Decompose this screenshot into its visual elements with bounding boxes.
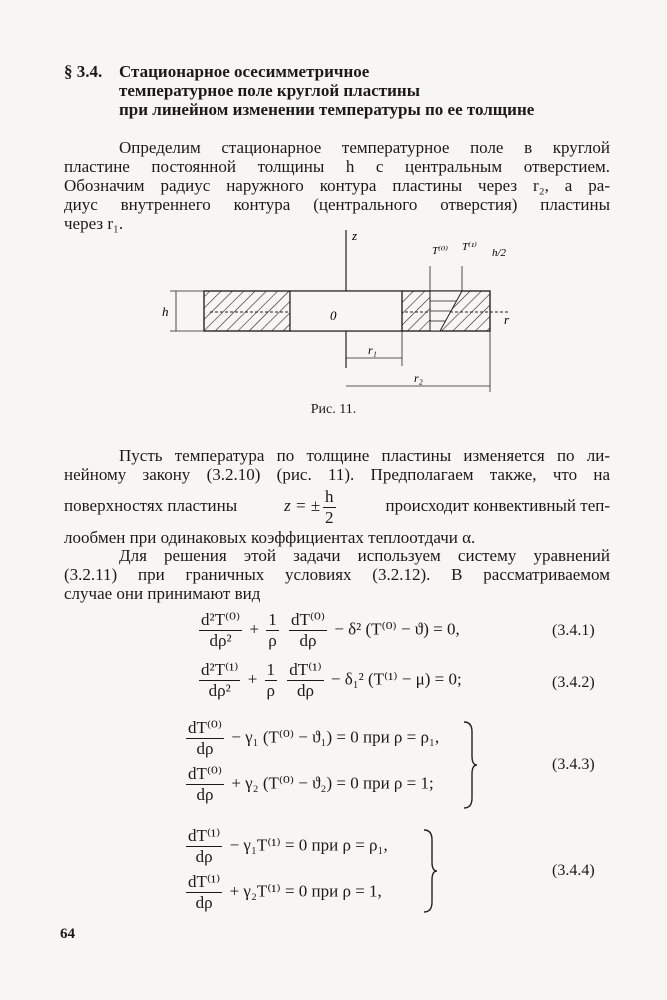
equation-3-4-1 <box>196 610 460 651</box>
equation-rest: − γ₁ (T⁽⁰⁾ − ϑ₁) = 0 при ρ = ρ₁, <box>231 727 440 747</box>
denominator: ρ <box>266 681 276 700</box>
equation-3-4-3b <box>183 764 434 805</box>
denominator: ρ <box>268 631 277 650</box>
equation-rest: − δ² (T⁽⁰⁾ − ϑ) = 0, <box>334 619 460 639</box>
denominator: dρ <box>196 785 214 804</box>
text-line: Для решения этой задачи используем систему уравнений <box>119 546 610 565</box>
inline-formula <box>284 484 338 528</box>
label-t0: T⁽⁰⁾ <box>432 245 448 257</box>
numerator: dT⁽¹⁾ <box>188 826 221 845</box>
paragraph-system <box>64 546 610 603</box>
paragraph-temperature <box>64 446 610 547</box>
numerator: dT⁽¹⁾ <box>188 872 221 891</box>
text-line: (3.2.11) при граничных условиях (3.2.12). В рассматриваемом <box>64 565 610 584</box>
label-z: z <box>352 228 358 243</box>
equation-rest: + γ₂T⁽¹⁾ = 0 при ρ = 1, <box>229 881 382 901</box>
equation-3-4-4b <box>183 872 382 913</box>
numerator: h <box>325 486 334 506</box>
text-line-with-fraction <box>64 484 610 528</box>
text-line: лообмен при одинаковых коэффициентах теплоотдачи α. <box>64 528 476 547</box>
equation-rest: − γ₁T⁽¹⁾ = 0 при ρ = ρ₁, <box>229 835 388 855</box>
text-fragment: поверхностях пластины <box>64 496 238 515</box>
numerator: 1 <box>268 610 277 629</box>
text-line: через r₁. <box>64 214 124 233</box>
text-fragment: происходит конвективный теп- <box>385 496 610 515</box>
equation-rest: − δ₁² (T⁽¹⁾ − μ) = 0; <box>330 669 462 689</box>
figure-caption: Рис. 11. <box>310 402 357 417</box>
formula-z: z = ± <box>284 496 321 515</box>
label-t1: T⁽¹⁾ <box>462 241 477 253</box>
numerator: 1 <box>266 660 276 679</box>
plate-left-section <box>204 291 290 331</box>
text-line: случае они принимают вид <box>64 584 261 603</box>
denominator: 2 <box>325 507 334 527</box>
operator: + <box>247 669 258 689</box>
equation-3-4-2 <box>196 660 462 701</box>
fraction <box>323 487 336 528</box>
denominator: dρ <box>196 739 214 758</box>
denominator: dρ² <box>208 681 231 700</box>
denominator: dρ <box>296 681 314 700</box>
equation-3-4-4a <box>183 826 388 867</box>
equation-number: (3.4.4) <box>552 862 595 879</box>
label-h: h <box>162 304 169 319</box>
numerator: dT⁽¹⁾ <box>289 660 322 679</box>
text-line: нейному закону (3.2.10) (рис. 11). Предполагаем также, что на <box>64 465 610 484</box>
right-brace-3-4-3 <box>462 720 478 810</box>
right-brace-3-4-4 <box>422 828 438 914</box>
text-line: Пусть температура по толщине пластины изменяется по ли- <box>119 446 610 465</box>
paragraph-intro <box>64 138 610 233</box>
central-hole <box>290 291 402 331</box>
numerator: dT⁽⁰⁾ <box>291 610 326 629</box>
numerator: d²T⁽⁰⁾ <box>201 610 241 629</box>
title-line-2: температурное поле круглой пластины <box>119 81 420 100</box>
equation-number: (3.4.2) <box>552 674 595 691</box>
label-r1: r₁ <box>368 343 377 357</box>
denominator: dρ <box>299 631 317 650</box>
numerator: dT⁽⁰⁾ <box>188 764 223 783</box>
equation-number: (3.4.3) <box>552 756 595 773</box>
label-r: r <box>504 312 510 327</box>
text-line: Обозначим радиус наружного контура пластины через r₂, а ра- <box>64 176 610 195</box>
text-line: диус внутреннего контура (центрального отверстия) пластины <box>64 195 610 214</box>
denominator: dρ² <box>209 631 232 650</box>
equation-3-4-3a <box>183 718 439 759</box>
equation-rest: + γ₂ (T⁽⁰⁾ − ϑ₂) = 0 при ρ = 1; <box>231 773 434 793</box>
title-line-1: Стационарное осесимметричное <box>119 62 370 81</box>
denominator: dρ <box>195 893 213 912</box>
text-line: пластине постоянной толщины h с центральным отверстием. <box>64 157 610 176</box>
label-half-h: h/2 <box>492 247 507 259</box>
numerator: d²T⁽¹⁾ <box>201 660 239 679</box>
text-line: Определим стационарное температурное поле в круглой <box>119 138 610 157</box>
page-number: 64 <box>60 926 75 942</box>
title-line-3: при линейном изменении температуры по ее толщине <box>119 100 535 119</box>
section-title <box>64 62 624 119</box>
section-number: § 3.4. <box>64 62 103 81</box>
figure-11-plate-section <box>150 226 520 398</box>
operator: + <box>249 619 259 639</box>
denominator: dρ <box>195 847 213 866</box>
label-origin: 0 <box>330 308 337 323</box>
label-r2: r₂ <box>414 371 423 385</box>
equation-number: (3.4.1) <box>552 622 595 639</box>
numerator: dT⁽⁰⁾ <box>188 718 223 737</box>
